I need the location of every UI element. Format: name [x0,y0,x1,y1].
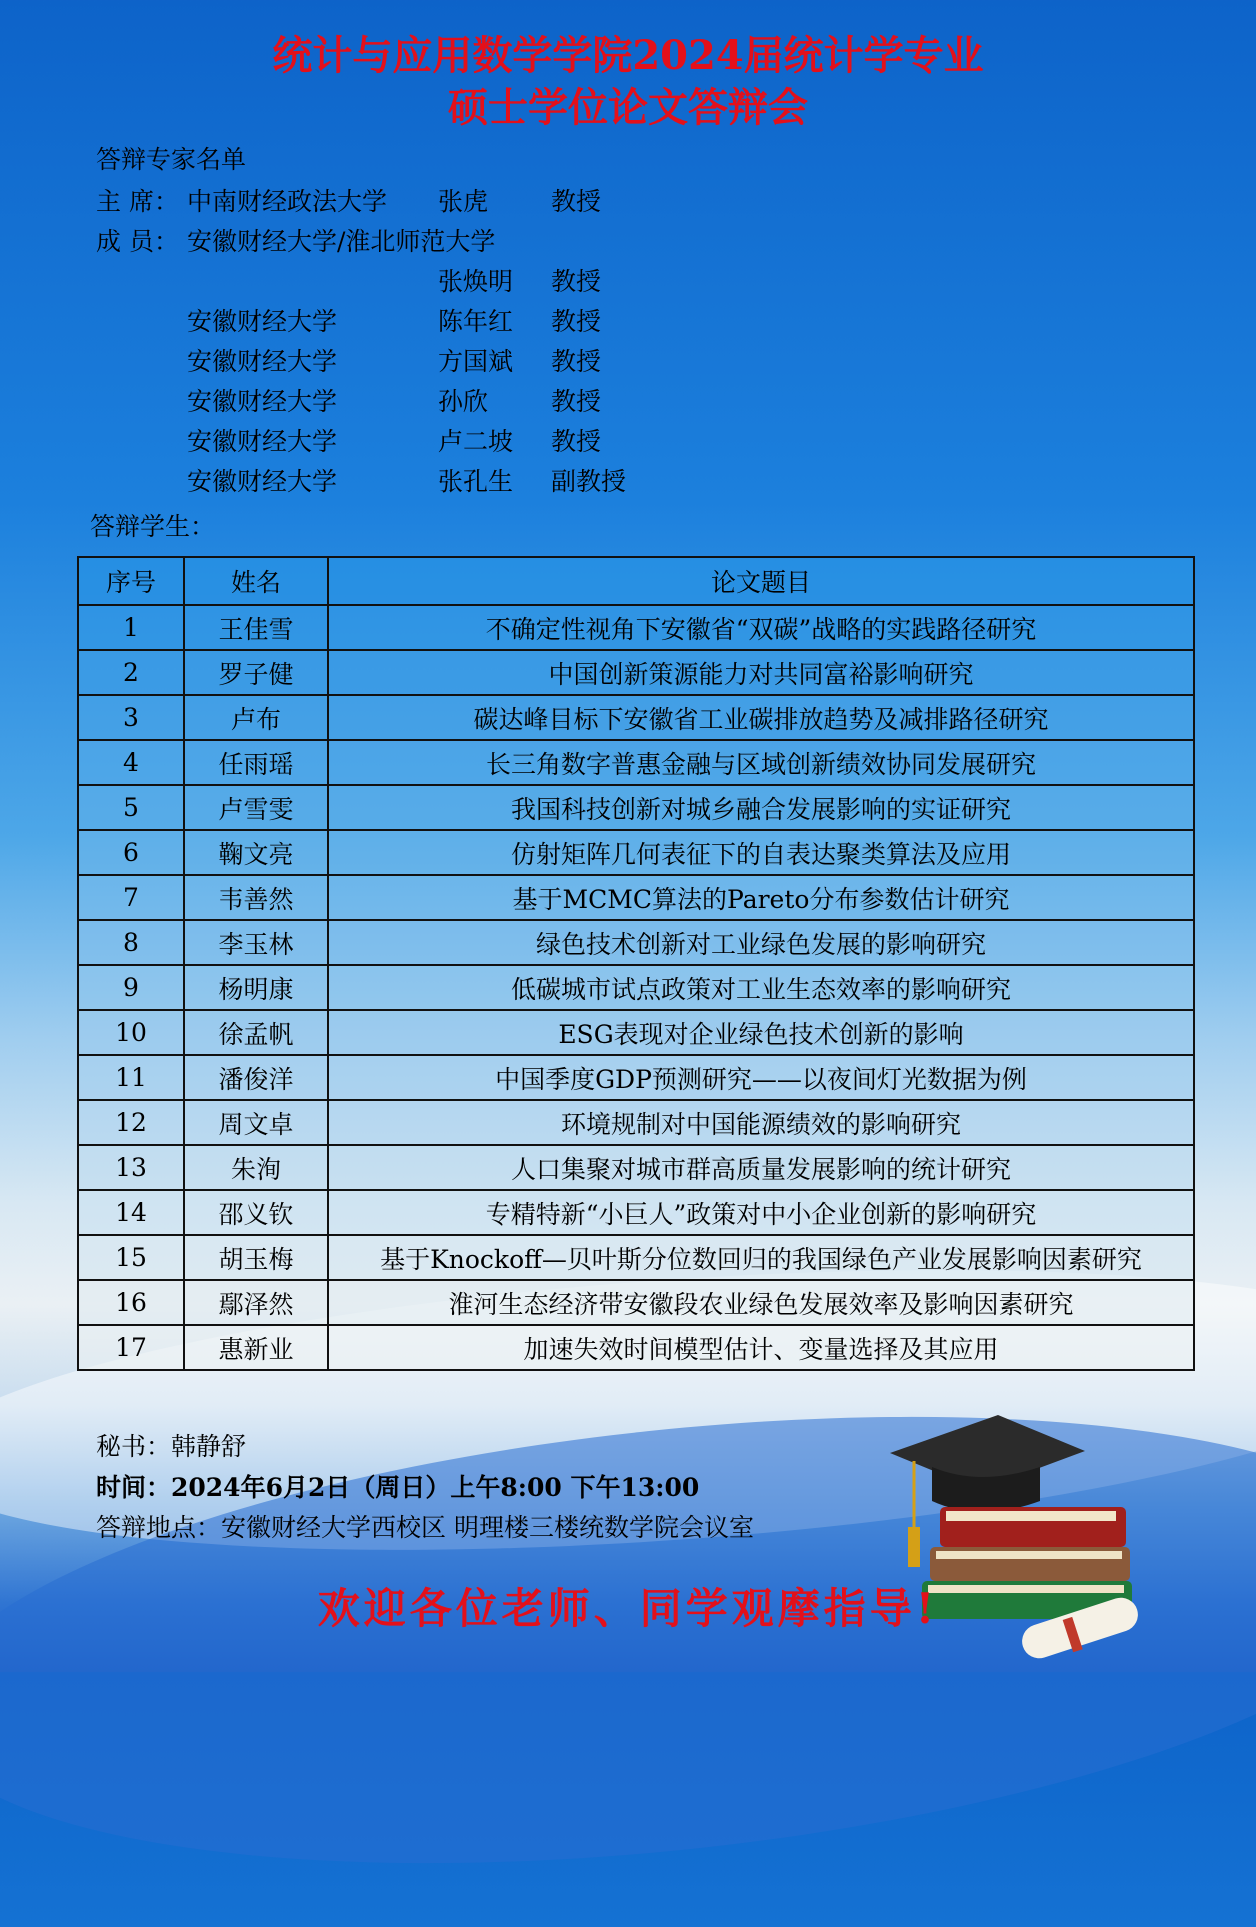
row-index: 12 [78,1100,184,1145]
member-org: 安徽财经大学 [187,387,338,416]
row-name: 李玉林 [184,920,328,965]
member-title: 教授 [551,387,602,416]
member-title: 教授 [551,427,602,456]
row-index: 7 [78,875,184,920]
time-info: 时间：2024年6月2日（周日）上午8:00 下午13:00 [96,1473,700,1502]
member-org: 安徽财经大学 [187,307,338,336]
table-row [78,1055,1194,1100]
member-title: 教授 [551,267,602,296]
table-row [78,605,1194,650]
row-thesis: 绿色技术创新对工业绿色发展的影响研究 [328,920,1194,965]
row-name: 任雨瑶 [184,740,328,785]
header-index: 序号 [78,557,184,605]
row-index: 8 [78,920,184,965]
member-name: 张孔生 [438,467,514,496]
table-row [78,1010,1194,1055]
row-name: 鄢泽然 [184,1280,328,1325]
row-index: 9 [78,965,184,1010]
row-thesis: 基于MCMC算法的Pareto分布参数估计研究 [328,875,1194,920]
row-name: 邵义钦 [184,1190,328,1235]
row-index: 17 [78,1325,184,1370]
row-thesis: 长三角数字普惠金融与区域创新绩效协同发展研究 [328,740,1194,785]
row-index: 14 [78,1190,184,1235]
row-thesis: 人口集聚对城市群高质量发展影响的统计研究 [328,1145,1194,1190]
row-thesis: 专精特新“小巨人”政策对中小企业创新的影响研究 [328,1190,1194,1235]
row-index: 15 [78,1235,184,1280]
row-name: 卢雪雯 [184,785,328,830]
row-thesis: 碳达峰目标下安徽省工业碳排放趋势及减排路径研究 [328,695,1194,740]
table-row [78,740,1194,785]
member-org: 安徽财经大学 [187,467,338,496]
row-thesis: 中国创新策源能力对共同富裕影响研究 [328,650,1194,695]
row-thesis: 仿射矩阵几何表征下的自表达聚类算法及应用 [328,830,1194,875]
row-index: 11 [78,1055,184,1100]
table-row [78,1100,1194,1145]
chair-title: 教授 [551,187,602,216]
location-info: 答辩地点：安徽财经大学西校区 明理楼三楼统数学院会议室 [96,1513,754,1542]
row-name: 王佳雪 [184,605,328,650]
row-index: 13 [78,1145,184,1190]
member-name: 方国斌 [438,347,514,376]
member-name: 孙欣 [438,387,489,416]
chair-org: 中南财经政法大学 [187,187,388,216]
table-row [78,1280,1194,1325]
row-name: 徐孟帆 [184,1010,328,1055]
row-index: 3 [78,695,184,740]
row-thesis: 基于Knockoff—贝叶斯分位数回归的我国绿色产业发展影响因素研究 [328,1235,1194,1280]
row-name: 杨明康 [184,965,328,1010]
row-thesis: 淮河生态经济带安徽段农业绿色发展效率及影响因素研究 [328,1280,1194,1325]
row-index: 6 [78,830,184,875]
table-row [78,830,1194,875]
members-label: 成 员： [96,227,179,256]
table-row [78,965,1194,1010]
row-thesis: 我国科技创新对城乡融合发展影响的实证研究 [328,785,1194,830]
page-title-line2: 硕士学位论文答辩会 [448,84,808,131]
students-table [77,556,1195,1371]
row-name: 惠新业 [184,1325,328,1370]
row-name: 潘俊洋 [184,1055,328,1100]
secretary-info: 秘书：韩静舒 [96,1432,247,1461]
experts-heading: 答辩专家名单 [96,145,247,174]
table-row [78,1190,1194,1235]
welcome-message: 欢迎各位老师、同学观摩指导! [317,1584,939,1633]
row-name: 韦善然 [184,875,328,920]
header-thesis-title: 论文题目 [328,557,1194,605]
table-row [78,1325,1194,1370]
row-index: 5 [78,785,184,830]
table-row [78,695,1194,740]
row-name: 罗子健 [184,650,328,695]
table-row [78,875,1194,920]
member-title: 教授 [551,307,602,336]
table-row [78,785,1194,830]
row-thesis: 低碳城市试点政策对工业生态效率的影响研究 [328,965,1194,1010]
row-name: 胡玉梅 [184,1235,328,1280]
row-thesis: ESG表现对企业绿色技术创新的影响 [328,1010,1194,1055]
member-org: 安徽财经大学/淮北师范大学 [187,227,496,256]
member-name: 张焕明 [438,267,514,296]
row-index: 4 [78,740,184,785]
chair-name: 张虎 [438,187,489,216]
table-header-row [78,557,1194,605]
row-thesis: 环境规制对中国能源绩效的影响研究 [328,1100,1194,1145]
member-title: 副教授 [551,467,627,496]
page-title-line1: 统计与应用数学学院2024届统计学专业 [272,32,984,79]
row-index: 16 [78,1280,184,1325]
row-thesis: 中国季度GDP预测研究——以夜间灯光数据为例 [328,1055,1194,1100]
member-name: 卢二坡 [438,427,514,456]
row-name: 卢布 [184,695,328,740]
table-row [78,1145,1194,1190]
row-thesis: 不确定性视角下安徽省“双碳”战略的实践路径研究 [328,605,1194,650]
row-index: 2 [78,650,184,695]
header-name: 姓名 [184,557,328,605]
table-row [78,1235,1194,1280]
row-index: 1 [78,605,184,650]
table-row [78,650,1194,695]
row-name: 周文卓 [184,1100,328,1145]
table-row [78,920,1194,965]
member-name: 陈年红 [438,307,514,336]
chair-label: 主 席： [96,187,179,216]
member-org: 安徽财经大学 [187,427,338,456]
row-name: 朱洵 [184,1145,328,1190]
row-index: 10 [78,1010,184,1055]
row-thesis: 加速失效时间模型估计、变量选择及其应用 [328,1325,1194,1370]
member-org: 安徽财经大学 [187,347,338,376]
row-name: 鞠文亮 [184,830,328,875]
students-heading: 答辩学生： [90,512,216,541]
member-title: 教授 [551,347,602,376]
